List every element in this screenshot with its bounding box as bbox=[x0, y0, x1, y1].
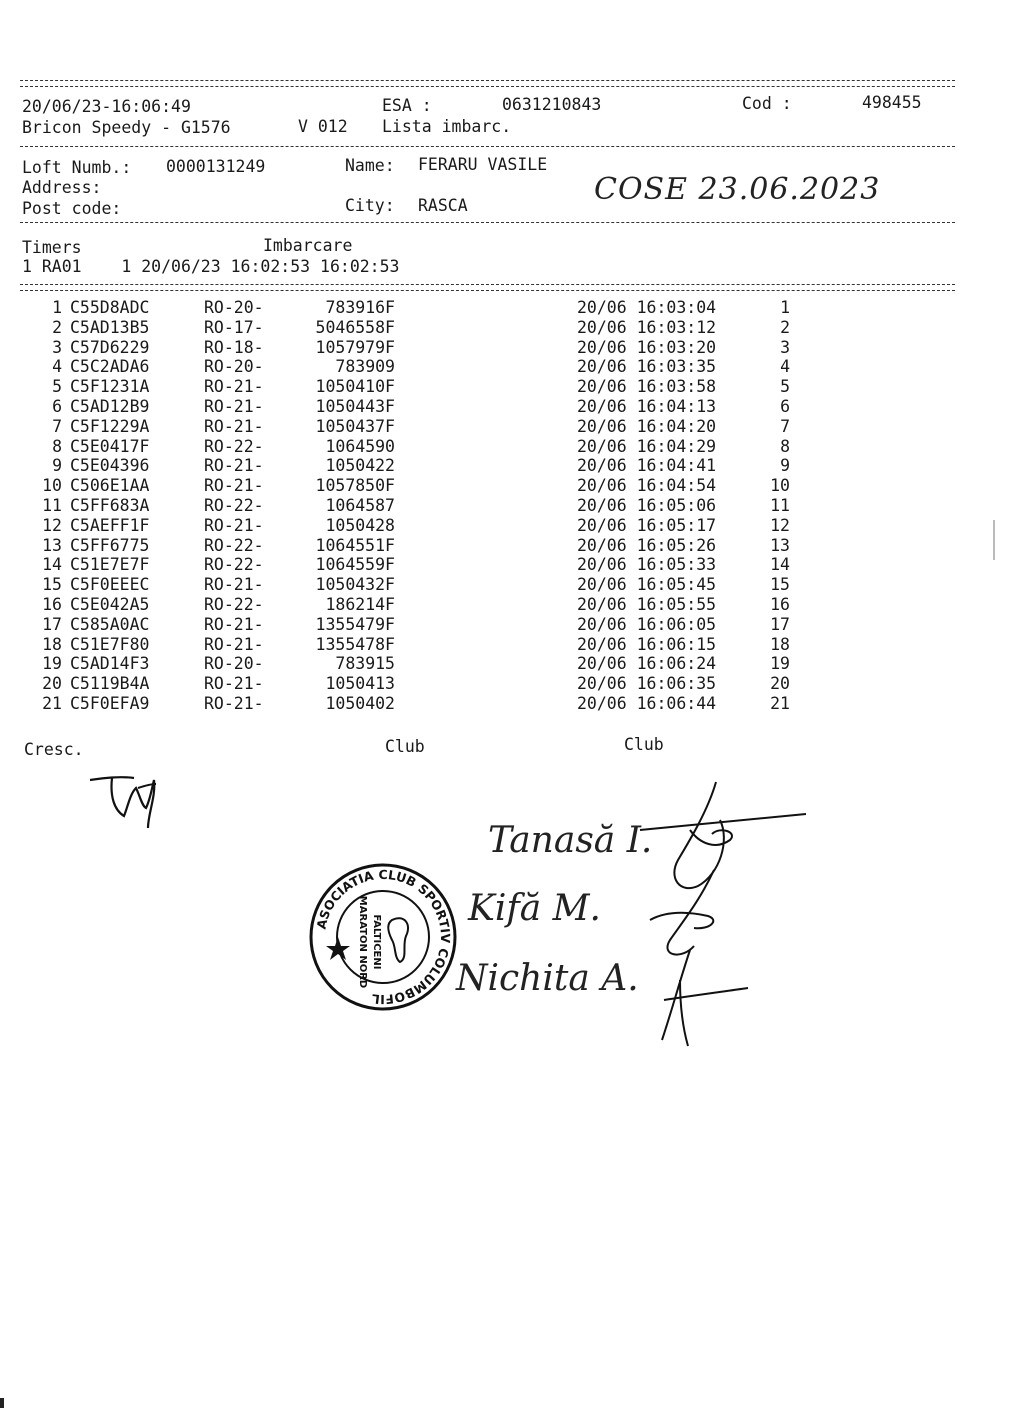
position: 4 bbox=[780, 357, 790, 377]
city-value: RASCA bbox=[418, 196, 468, 215]
table-row bbox=[0, 575, 1024, 595]
ring-number: 1064559F bbox=[315, 555, 395, 575]
stamp-inner-text-1: MARATON NORD bbox=[357, 895, 368, 989]
ring-number: 1064590 bbox=[325, 436, 395, 456]
breeder-signature bbox=[84, 766, 174, 836]
table-row bbox=[0, 516, 1024, 536]
arrival-time: 20/06 16:04:13 bbox=[577, 397, 717, 416]
row-number: 1 bbox=[52, 298, 62, 317]
owner-rule bbox=[20, 222, 955, 223]
row-number: 4 bbox=[52, 357, 62, 377]
arrival-time: 20/06 16:06:15 bbox=[577, 634, 717, 654]
position: 15 bbox=[770, 575, 790, 595]
position: 17 bbox=[770, 614, 790, 634]
arrival-time: 20/06 16:03:35 bbox=[577, 357, 717, 377]
table-row bbox=[0, 536, 1024, 556]
list-type: Lista imbarc. bbox=[382, 117, 512, 136]
cod-label: Cod : bbox=[742, 94, 792, 113]
ring-prefix: RO-21- bbox=[204, 634, 264, 654]
row-number: 20 bbox=[42, 674, 62, 694]
position: 7 bbox=[780, 416, 790, 436]
table-row bbox=[0, 318, 1024, 338]
arrival-time: 20/06 16:04:41 bbox=[577, 456, 717, 476]
timers-label: Timers bbox=[22, 238, 82, 257]
row-number: 13 bbox=[42, 535, 62, 555]
ring-number: 1050437F bbox=[315, 416, 395, 436]
row-number: 21 bbox=[42, 694, 62, 713]
timer-line: 1 RA01 1 20/06/23 16:02:53 16:02:53 bbox=[22, 257, 400, 276]
ring-prefix: RO-21- bbox=[204, 456, 264, 476]
header-rule bbox=[20, 146, 955, 147]
top-rule-2 bbox=[20, 86, 955, 87]
ring-number: 783916F bbox=[325, 298, 395, 317]
ring-prefix: RO-20- bbox=[204, 298, 264, 317]
device-name: Bricon Speedy - G1576 bbox=[22, 118, 231, 137]
club-label-1: Club bbox=[385, 737, 425, 756]
chip-id: C5AD12B9 bbox=[70, 397, 150, 416]
chip-id: C55D8ADC bbox=[70, 298, 150, 317]
arrival-time: 20/06 16:04:29 bbox=[577, 436, 717, 456]
ring-prefix: RO-17- bbox=[204, 317, 264, 337]
ring-number: 1050432F bbox=[315, 575, 395, 595]
row-number: 6 bbox=[52, 397, 62, 416]
ring-prefix: RO-21- bbox=[204, 397, 264, 416]
top-rule bbox=[20, 80, 955, 81]
ring-prefix: RO-22- bbox=[204, 555, 264, 575]
svg-text:ASOCIATIA CLUB SPORTIV COLUMBO bbox=[314, 867, 454, 1007]
esa-label: ESA : bbox=[382, 96, 432, 115]
position: 18 bbox=[770, 634, 790, 654]
ring-number: 783909 bbox=[335, 357, 395, 377]
chip-id: C5E0417F bbox=[70, 436, 150, 456]
name-value: FERARU VASILE bbox=[418, 155, 548, 174]
row-number: 3 bbox=[52, 337, 62, 357]
ring-number: 186214F bbox=[325, 595, 395, 614]
row-number: 18 bbox=[42, 634, 62, 654]
ring-number: 1057979F bbox=[315, 337, 395, 357]
arrival-time: 20/06 16:05:33 bbox=[577, 555, 717, 575]
table-row bbox=[0, 555, 1024, 575]
timers-rule bbox=[20, 284, 955, 285]
chip-id: C5AEFF1F bbox=[70, 515, 150, 535]
arrival-time: 20/06 16:05:06 bbox=[577, 496, 717, 515]
position: 19 bbox=[770, 654, 790, 674]
ring-prefix: RO-21- bbox=[204, 694, 264, 713]
table-row bbox=[0, 377, 1024, 397]
loft-value: 0000131249 bbox=[166, 157, 266, 176]
arrival-time: 20/06 16:06:05 bbox=[577, 614, 717, 634]
arrival-time: 20/06 16:03:12 bbox=[577, 317, 717, 337]
chip-id: C5F0EFA9 bbox=[70, 694, 150, 713]
table-row bbox=[0, 654, 1024, 674]
ring-prefix: RO-22- bbox=[204, 535, 264, 555]
table-row bbox=[0, 595, 1024, 615]
chip-id: C5F1231A bbox=[70, 377, 150, 397]
club-signature-name-1: Tanasă I. bbox=[488, 820, 653, 861]
imbarcare-label: Imbarcare bbox=[263, 236, 353, 255]
ring-prefix: RO-22- bbox=[204, 595, 264, 614]
chip-id: C5FF6775 bbox=[70, 535, 150, 555]
table-row bbox=[0, 437, 1024, 457]
ring-number: 1050410F bbox=[315, 377, 395, 397]
chip-id: C5AD14F3 bbox=[70, 654, 150, 674]
row-number: 19 bbox=[42, 654, 62, 674]
position: 8 bbox=[780, 436, 790, 456]
arrival-time: 20/06 16:06:24 bbox=[577, 654, 717, 674]
ring-number: 1064551F bbox=[315, 535, 395, 555]
chip-id: C5119B4A bbox=[70, 674, 150, 694]
club-signature-name-3: Nichita A. bbox=[456, 958, 639, 999]
table-row bbox=[0, 496, 1024, 516]
chip-id: C51E7F80 bbox=[70, 634, 150, 654]
ring-prefix: RO-20- bbox=[204, 654, 264, 674]
club-signature-name-2: Kifă M. bbox=[468, 888, 601, 929]
ring-prefix: RO-20- bbox=[204, 357, 264, 377]
arrival-time: 20/06 16:05:55 bbox=[577, 595, 717, 614]
row-number: 14 bbox=[42, 555, 62, 575]
table-row bbox=[0, 417, 1024, 437]
ring-prefix: RO-21- bbox=[204, 575, 264, 595]
ring-prefix: RO-21- bbox=[204, 416, 264, 436]
row-number: 16 bbox=[42, 595, 62, 614]
chip-id: C5C2ADA6 bbox=[70, 357, 150, 377]
ring-number: 1050428 bbox=[325, 515, 395, 535]
table-row bbox=[0, 338, 1024, 358]
arrival-time: 20/06 16:05:26 bbox=[577, 535, 717, 555]
ring-number: 1050443F bbox=[315, 397, 395, 416]
ring-number: 1064587 bbox=[325, 496, 395, 515]
arrival-time: 20/06 16:04:20 bbox=[577, 416, 717, 436]
cresc-label: Cresc. bbox=[24, 740, 84, 759]
chip-id: C5E04396 bbox=[70, 456, 150, 476]
chip-id: C5F0EEEC bbox=[70, 575, 150, 595]
page-edge-mark bbox=[993, 520, 995, 560]
arrival-time: 20/06 16:06:44 bbox=[577, 694, 717, 713]
pigeon-icon bbox=[388, 918, 408, 962]
row-number: 7 bbox=[52, 416, 62, 436]
row-number: 11 bbox=[42, 496, 62, 515]
handwritten-date-note: COSE 23.06.2023 bbox=[594, 172, 881, 207]
club-signature-scrawl bbox=[620, 770, 820, 1050]
page-corner-mark bbox=[0, 1398, 4, 1408]
position: 20 bbox=[770, 674, 790, 694]
row-number: 5 bbox=[52, 377, 62, 397]
ring-number: 5046558F bbox=[315, 317, 395, 337]
name-label: Name: bbox=[345, 156, 395, 175]
esa-value: 0631210843 bbox=[502, 95, 602, 114]
stamp-outer-text: ASOCIATIA CLUB SPORTIV COLUMBOFIL bbox=[313, 866, 454, 1008]
row-number: 17 bbox=[42, 614, 62, 634]
table-row bbox=[0, 615, 1024, 635]
position: 13 bbox=[770, 535, 790, 555]
table-row bbox=[0, 635, 1024, 655]
chip-id: C57D6229 bbox=[70, 337, 150, 357]
position: 9 bbox=[780, 456, 790, 476]
ring-prefix: RO-21- bbox=[204, 377, 264, 397]
ring-prefix: RO-21- bbox=[204, 515, 264, 535]
ring-number: 1050422 bbox=[325, 456, 395, 476]
position: 3 bbox=[780, 337, 790, 357]
star-icon bbox=[326, 937, 350, 960]
table-row bbox=[0, 674, 1024, 694]
loft-label: Loft Numb.: bbox=[22, 158, 132, 177]
position: 21 bbox=[770, 694, 790, 713]
postcode-label: Post code: bbox=[22, 199, 122, 218]
position: 1 bbox=[780, 298, 790, 317]
row-number: 8 bbox=[52, 436, 62, 456]
arrival-time: 20/06 16:04:54 bbox=[577, 476, 717, 496]
device-version: V 012 bbox=[298, 117, 348, 136]
ring-prefix: RO-22- bbox=[204, 436, 264, 456]
arrival-time: 20/06 16:05:17 bbox=[577, 515, 717, 535]
ring-number: 1057850F bbox=[315, 476, 395, 496]
row-number: 9 bbox=[52, 456, 62, 476]
chip-id: C5E042A5 bbox=[70, 595, 150, 614]
row-number: 15 bbox=[42, 575, 62, 595]
position: 16 bbox=[770, 595, 790, 614]
table-row bbox=[0, 456, 1024, 476]
ring-prefix: RO-21- bbox=[204, 476, 264, 496]
ring-prefix: RO-18- bbox=[204, 337, 264, 357]
table-row bbox=[0, 397, 1024, 417]
position: 5 bbox=[780, 377, 790, 397]
ring-number: 1355479F bbox=[315, 614, 395, 634]
chip-id: C5FF683A bbox=[70, 496, 150, 515]
arrival-time: 20/06 16:03:58 bbox=[577, 377, 717, 397]
ring-prefix: RO-21- bbox=[204, 674, 264, 694]
ring-prefix: RO-21- bbox=[204, 614, 264, 634]
club-label-2: Club bbox=[624, 735, 664, 754]
row-number: 10 bbox=[42, 476, 62, 496]
chip-id: C51E7E7F bbox=[70, 555, 150, 575]
arrival-time: 20/06 16:06:35 bbox=[577, 674, 717, 694]
chip-id: C506E1AA bbox=[70, 476, 150, 496]
timers-rule-2 bbox=[20, 290, 955, 291]
row-number: 12 bbox=[42, 515, 62, 535]
arrival-time: 20/06 16:03:04 bbox=[577, 298, 717, 317]
position: 14 bbox=[770, 555, 790, 575]
ring-number: 1050402 bbox=[325, 694, 395, 713]
position: 2 bbox=[780, 317, 790, 337]
position: 12 bbox=[770, 515, 790, 535]
address-label: Address: bbox=[22, 178, 102, 197]
chip-id: C5AD13B5 bbox=[70, 317, 150, 337]
cod-value: 498455 bbox=[862, 93, 922, 112]
city-label: City: bbox=[345, 196, 395, 215]
table-row bbox=[0, 476, 1024, 496]
arrival-time: 20/06 16:03:20 bbox=[577, 337, 717, 357]
table-row bbox=[0, 694, 1024, 714]
ring-number: 783915 bbox=[335, 654, 395, 674]
table-row bbox=[0, 298, 1024, 318]
chip-id: C5F1229A bbox=[70, 416, 150, 436]
stamp-inner-text-2: FALTICENI bbox=[371, 914, 382, 970]
row-number: 2 bbox=[52, 317, 62, 337]
position: 6 bbox=[780, 397, 790, 416]
position: 11 bbox=[770, 496, 790, 515]
ring-number: 1355478F bbox=[315, 634, 395, 654]
print-datetime: 20/06/23-16:06:49 bbox=[22, 97, 191, 116]
ring-prefix: RO-22- bbox=[204, 496, 264, 515]
position: 10 bbox=[770, 476, 790, 496]
chip-id: C585A0AC bbox=[70, 614, 150, 634]
ring-number: 1050413 bbox=[325, 674, 395, 694]
club-stamp bbox=[308, 862, 458, 1012]
arrival-time: 20/06 16:05:45 bbox=[577, 575, 717, 595]
table-row bbox=[0, 357, 1024, 377]
